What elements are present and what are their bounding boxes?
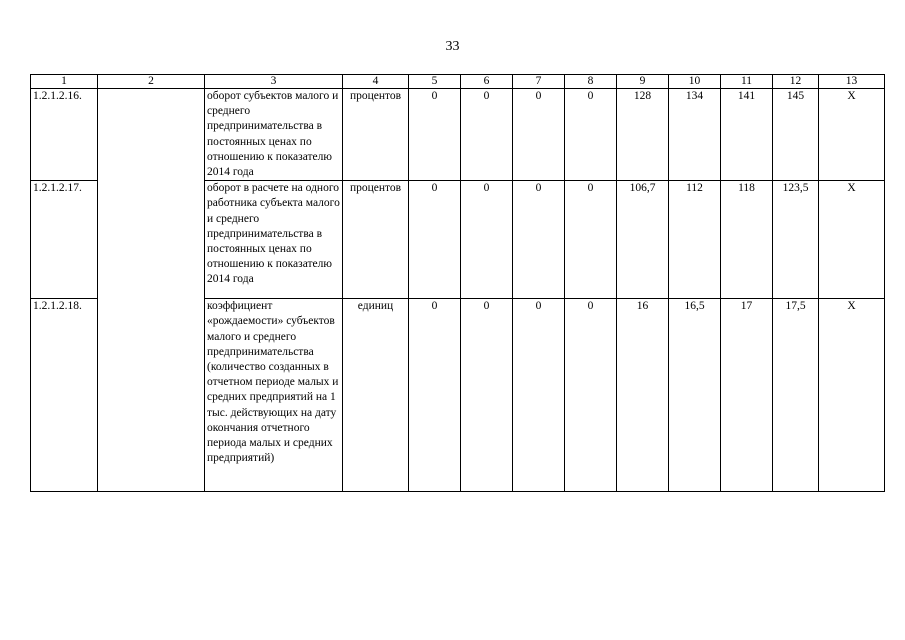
unit-cell: процентов: [343, 89, 409, 181]
indicator-code: 1.2.1.2.17.: [31, 181, 98, 299]
column-number-header-row: [31, 75, 885, 89]
value-cell: 128: [617, 89, 669, 181]
value-cell: 141: [721, 89, 773, 181]
value-cell: 106,7: [617, 181, 669, 299]
value-cell: 17: [721, 299, 773, 492]
value-cell: 0: [565, 181, 617, 299]
indicator-code: 1.2.1.2.16.: [31, 89, 98, 181]
column-header: 8: [565, 75, 617, 89]
indicator-description: оборот в расчете на одного работника субъекта малого и среднего предпринимательства в постоянных ценах по отношению к показателю 2014 года: [205, 181, 343, 299]
value-cell: Х: [819, 299, 885, 492]
value-cell: 134: [669, 89, 721, 181]
value-cell: Х: [819, 89, 885, 181]
value-cell: 0: [461, 299, 513, 492]
value-cell: 0: [565, 299, 617, 492]
column-header: 11: [721, 75, 773, 89]
value-cell: 0: [513, 89, 565, 181]
column-header: 7: [513, 75, 565, 89]
value-cell: 0: [409, 299, 461, 492]
value-cell: 0: [513, 181, 565, 299]
value-cell: 0: [461, 89, 513, 181]
column-header: 1: [31, 75, 98, 89]
value-cell: 145: [773, 89, 819, 181]
value-cell: 16,5: [669, 299, 721, 492]
value-cell: 0: [409, 89, 461, 181]
column-header: 6: [461, 75, 513, 89]
column-header: 12: [773, 75, 819, 89]
column-header: 2: [98, 75, 205, 89]
indicators-table: [30, 74, 885, 492]
unit-cell: процентов: [343, 181, 409, 299]
value-cell: 16: [617, 299, 669, 492]
value-cell: 118: [721, 181, 773, 299]
table-row: [31, 89, 885, 181]
column-header: 4: [343, 75, 409, 89]
column-header: 9: [617, 75, 669, 89]
column-header: 10: [669, 75, 721, 89]
value-cell: Х: [819, 181, 885, 299]
value-cell: 112: [669, 181, 721, 299]
value-cell: 123,5: [773, 181, 819, 299]
value-cell: 0: [513, 299, 565, 492]
indicator-description: коэффициент «рождаемости» субъектов малого и среднего предпринимательства (количество созданных в отчетном периоде малых и средних предприятий на 1 тыс. действующих на дату окончания отчетного периода малых и средних предприятий): [205, 299, 343, 492]
unit-cell: единиц: [343, 299, 409, 492]
empty-merged-cell: [98, 89, 205, 492]
value-cell: 17,5: [773, 299, 819, 492]
column-header: 5: [409, 75, 461, 89]
value-cell: 0: [461, 181, 513, 299]
column-header: 3: [205, 75, 343, 89]
page-number: 33: [445, 39, 460, 54]
value-cell: 0: [409, 181, 461, 299]
value-cell: 0: [565, 89, 617, 181]
indicator-code: 1.2.1.2.18.: [31, 299, 98, 492]
indicator-description: оборот субъектов малого и среднего предпринимательства в постоянных ценах по отношению к показателю 2014 года: [205, 89, 343, 181]
column-header: 13: [819, 75, 885, 89]
